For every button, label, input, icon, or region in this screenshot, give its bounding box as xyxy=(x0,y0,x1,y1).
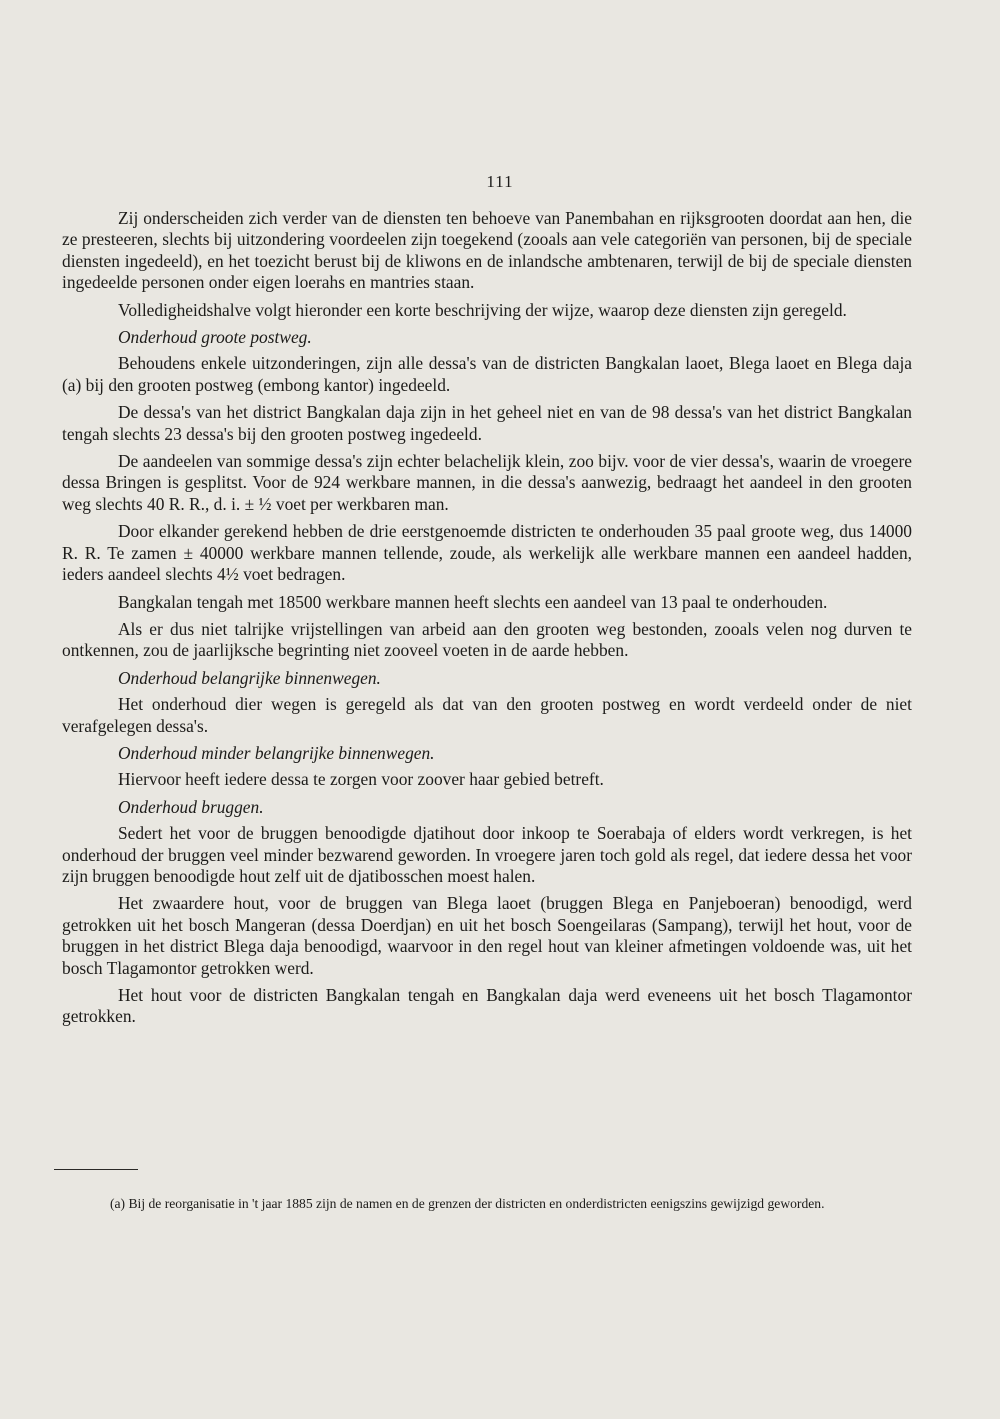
paragraph: Door elkander gerekend hebben de drie eerstgenoemde districten te onderhouden 35 paal groote weg, dus 14000 R. R. Te zamen ± 40000 werkbare mannen tellende, zoude, als werkelijk alle werkbare mannen een aandeel hadden, ieders aandeel slechts 4½ voet bedragen. xyxy=(62,521,912,585)
page-number: 111 xyxy=(486,172,514,191)
paragraph: De dessa's van het district Bangkalan daja zijn in het geheel niet en van de 98 dessa's van het district Bangkalan tengah slechts 23 dessa's bij den grooten postweg ingedeeld. xyxy=(62,402,912,444)
paragraph: Zij onderscheiden zich verder van de diensten ten behoeve van Panembahan en rijksgrooten doordat aan hen, die ze presteeren, slechts bij uitzondering voordeelen zijn toegekend (zooals aan vele categoriën van personen, bij de speciale diensten ingedeeld), en het toezicht berust bij de kliwons en de inlandsche ambtenaren, terwijl de bij de speciale diensten ingedeelde personen onder eigen loerahs en mantries staan. xyxy=(62,208,912,293)
paragraph: Behoudens enkele uitzonderingen, zijn alle dessa's van de districten Bangkalan laoet, Blega laoet en Blega daja (a) bij den grooten postweg (embong kantor) ingedeeld. xyxy=(62,353,912,395)
paragraph: Hiervoor heeft iedere dessa te zorgen voor zoover haar gebied betreft. xyxy=(118,769,604,790)
paragraph: Het onderhoud dier wegen is geregeld als dat van den grooten postweg en wordt verdeeld onder de niet verafgelegen dessa's. xyxy=(62,694,912,736)
section-heading: Onderhoud belangrijke binnenwegen. xyxy=(118,667,381,688)
paragraph: De aandeelen van sommige dessa's zijn echter belachelijk klein, zoo bijv. voor de vier dessa's, waarin de vroegere dessa Bringen is gesplitst. Voor de 924 werkbare mannen, in die dessa's aanwezig, bedraagt het aandeel in den grooten weg slechts 40 R. R., d. i. ± ½ voet per werkbaren man. xyxy=(62,451,912,514)
section-heading: Onderhoud bruggen. xyxy=(118,796,264,817)
body-text xyxy=(62,208,912,1034)
paragraph: Het hout voor de districten Bangkalan tengah en Bangkalan daja werd eveneens uit het bosch Tlagamontor getrokken. xyxy=(62,985,912,1027)
paragraph: Als er dus niet talrijke vrijstellingen van arbeid aan den grooten weg bestonden, zooals velen nog durven te ontkennen, zou de jaarlijksche begrinting niet zooveel voeten in de aarde hebben. xyxy=(62,618,912,661)
paragraph: Bangkalan tengah met 18500 werkbare mannen heeft slechts een aandeel van 13 paal te onderhouden. xyxy=(118,591,828,612)
paragraph: Het zwaardere hout, voor de bruggen van Blega laoet (bruggen Blega en Panjeboeran) benoodigd, werd getrokken uit het bosch Mangeran (dessa Doerdjan) en uit het bosch Soengeilaras (Sampang), terwijl het hout, voor de bruggen in het district Blega daja benoodigd, waarvoor in den regel hout van kleiner afmetingen voldoende was, uit het bosch Tlagamontor getrokken werd. xyxy=(62,893,912,978)
section-heading: Onderhoud minder belangrijke binnenwegen. xyxy=(118,742,435,763)
footnote-divider xyxy=(54,1169,138,1170)
footnote: (a) Bij de reorganisatie in 't jaar 1885 zijn de namen en de grenzen der districten en onderdistricten eenigszins gewijzigd geworden. xyxy=(110,1196,825,1211)
paragraph: Sedert het voor de bruggen benoodigde djatihout door inkoop te Soerabaja of elders wordt verkregen, is het onderhoud der bruggen veel minder bezwarend geworden. In vroegere jaren toch gold als regel, dat iedere dessa het voor zijn bruggen benoodigde hout zelf uit de djatibosschen moest halen. xyxy=(62,823,912,886)
section-heading: Onderhoud groote postweg. xyxy=(118,327,312,348)
paragraph: Volledigheidshalve volgt hieronder een korte beschrijving der wijze, waarop deze diensten zijn geregeld. xyxy=(118,299,847,320)
